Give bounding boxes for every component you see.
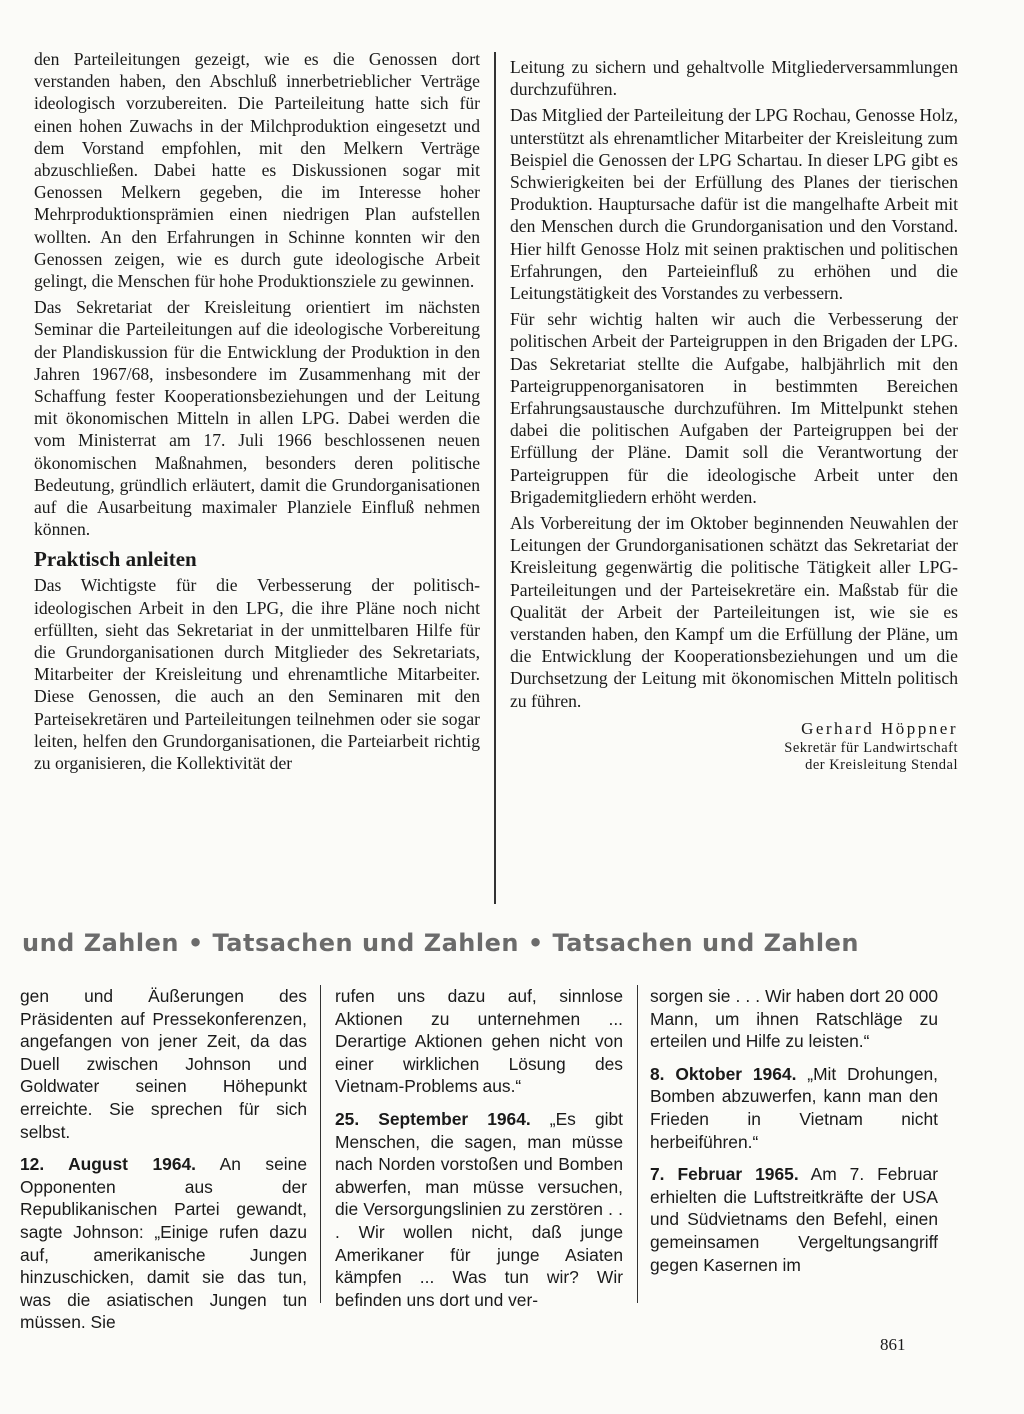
date-label: 7. Februar 1965. xyxy=(650,1164,799,1185)
facts-column-2 xyxy=(335,985,623,1311)
quote-text: „Es gibt Menschen, die sagen, man müsse nach Norden vorstoßen und Bomben abwerfen, man müsse versuchen, die Versorgungslinien zu zerstören . . . Wir wollen nicht, daß junge Amerikaner für junge Asiaten kämpfen ... Was tun wir? Wir befinden uns dort und ver- xyxy=(335,1108,623,1310)
page-number: 861 xyxy=(880,1335,906,1354)
facts-column-3 xyxy=(650,985,938,1276)
paragraph: sorgen sie . . . Wir haben dort 20 000 Mann, um ihnen Ratschläge zu erteilen und Hilfe zu leisten.“ xyxy=(650,986,938,1052)
quote-text: „Mit Drohungen, Bomben abzuwerfen, kann man den Frieden in Vietnam nicht herbeiführen.“ xyxy=(650,1063,938,1152)
author-role: Sekretär für Landwirtschaft xyxy=(784,740,958,757)
paragraph: rufen uns dazu auf, sinnlose Aktionen zu unternehmen ... Derartige Aktionen gehen nicht von einer wirklichen Lösung des Vietnam-Problems aus.“ xyxy=(335,986,623,1097)
paragraph xyxy=(20,1153,307,1334)
section-banner: und Zahlen • Tatsachen und Zahlen • Tatsachen und Zahlen xyxy=(22,929,859,957)
author-organization: der Kreisleitung Stendal xyxy=(805,757,958,774)
date-label: 25. September 1964. xyxy=(335,1108,531,1129)
section-heading: Praktisch anleiten xyxy=(34,547,197,572)
paragraph: Als Vorbereitung der im Oktober beginnenden Neuwahlen der Leitungen der Grundorganisationen schätzt das Sekretariat der Kreisleitung gegenwärtig die politische Tätigkeit aller LPG-Parteileitungen und der Parteisekretäre ein. Maßstab für die Qualität der Arbeit der Parteileitungen ist, wie sie es verstanden haben, den Kampf um die Erfüllung der Pläne, um die Entwicklung der Kooperationsbeziehungen und um die Durchsetzung der Leitung mit ökonomischen Mitteln politisch zu führen. xyxy=(510,513,958,711)
paragraph: den Parteileitungen gezeigt, wie es die Genossen dort verstanden haben, den Abschluß innerbetrieblicher Verträge ideologisch vorzubereiten. Die Parteileitung hatte sich für einen hohen Zuwachs in der Milchproduktion eingesetzt und dem Vorstand empfohlen, mit den Melkern Verträge abzuschließen. Dabei hatte es Diskussionen sogar mit Genossen Melkern gegeben, die im Interesse hoher Mehrproduktionsprämien einen niedrigen Plan aufstellen wollten. An den Erfahrungen in Schinne konnten wir den Genossen zeigen, wie es durch gute ideologische Arbeit gelingt, die Menschen für hohe Produktionsziele zu gewinnen. xyxy=(34,49,480,292)
column-divider xyxy=(494,52,496,904)
paragraph: Für sehr wichtig halten wir auch die Verbesserung der politischen Arbeit der Parteigruppen in den Brigaden der LPG. Das Sekretariat stellte die Aufgabe, halbjährlich mit den Parteigruppenorganisatoren in bestimmten Bereichen Erfahrungsaustausche durchzuführen. Im Mittelpunkt stehen dabei die politischen Aufgaben der Parteigruppen bei der Erfüllung der Pläne. Damit soll die Verantwortung der Parteigruppen für die ideologische Arbeit unter den Brigademitgliedern erhöht werden. xyxy=(510,309,958,507)
quote-text: Am 7. Februar erhielten die Luftstreitkräfte der USA und Südvietnams den Befehl, einen gemeinsamen Vergeltungsangriff gegen Kasernen im xyxy=(650,1164,938,1275)
paragraph: Das Sekretariat der Kreisleitung orientiert im nächsten Seminar die Parteileitungen auf die ideologische Vorbereitung der Plandiskussion für die Entwicklung der Produktion in den Jahren 1967/68, insbesondere im Zusammenhang mit der Schaffung fester Kooperationsbeziehungen und der Leitung mit ökonomischen Mitteln in allen LPG. Dabei werden die vom Ministerrat am 17. Juli 1966 beschlossenen neuen ökonomischen Maßnahmen, besonders deren politische Bedeutung, gründlich erläutert, damit die Grundorganisationen auf die Ausarbeitung maximaler Planziele Einfluß nehmen können. xyxy=(34,297,480,540)
article-right-column xyxy=(510,56,958,774)
date-label: 12. August 1964. xyxy=(20,1154,197,1175)
paragraph: Leitung zu sichern und gehaltvolle Mitgliederversammlungen durchzuführen. xyxy=(510,57,958,100)
facts-column-1 xyxy=(20,985,307,1334)
column-divider xyxy=(637,985,638,1303)
article-left-column xyxy=(34,48,480,774)
quote-text: An seine Opponenten aus der Republikanischen Partei gewandt, sagte Johnson: „Einige rufen dazu auf, amerikanische Jungen hinzuschicken, damit sie das tun, was die asiatischen Jungen tun müssen. Sie xyxy=(20,1154,307,1333)
column-divider xyxy=(320,985,321,1303)
paragraph: Das Wichtigste für die Verbesserung der politisch-ideologischen Arbeit in den LPG, die ihre Pläne noch nicht erfüllten, sieht das Sekretariat in der unmittelbaren Hilfe für die Grundorganisationen durch Mitglieder des Sekretariats, Mitarbeiter der Kreisleitung und ehrenamtliche Mitarbeiter. Diese Genossen, die auch an den Seminaren mit den Parteisekretären und Parteileitungen teilnehmen oder sie sogar leiten, helfen den Grundorganisationen, die Parteiarbeit richtig zu organisieren, die Kollektivität der xyxy=(34,575,480,774)
paragraph xyxy=(650,1063,938,1153)
paragraph xyxy=(335,1108,623,1311)
author-name: Gerhard Höppner xyxy=(801,718,958,738)
paragraph: gen und Äußerungen des Präsidenten auf Pressekonferenzen, angefangen von jener Zeit, da das Duell zwischen Johnson und Goldwater seinen Höhepunkt erreichte. Sie sprechen für sich selbst. xyxy=(20,986,307,1142)
paragraph xyxy=(650,1163,938,1276)
paragraph: Das Mitglied der Parteileitung der LPG Rochau, Genosse Holz, unterstützt als ehrenamtlicher Mitarbeiter der Kreisleitung zum Beispiel die Genossen der LPG Schartau. In dieser LPG gibt es Schwierigkeiten bei der Erfüllung des Planes der tierischen Produktion. Hauptursache dafür ist die mangelhafte Arbeit mit den Menschen durch die Grundorganisation und den Vorstand. Hier hilft Genosse Holz mit seinen praktischen und politischen Erfahrungen, den Parteieinfluß zu erhöhen und die Leitungstätigkeit des Vorstandes zu verbessern. xyxy=(510,105,958,304)
date-label: 8. Oktober 1964. xyxy=(650,1063,797,1084)
